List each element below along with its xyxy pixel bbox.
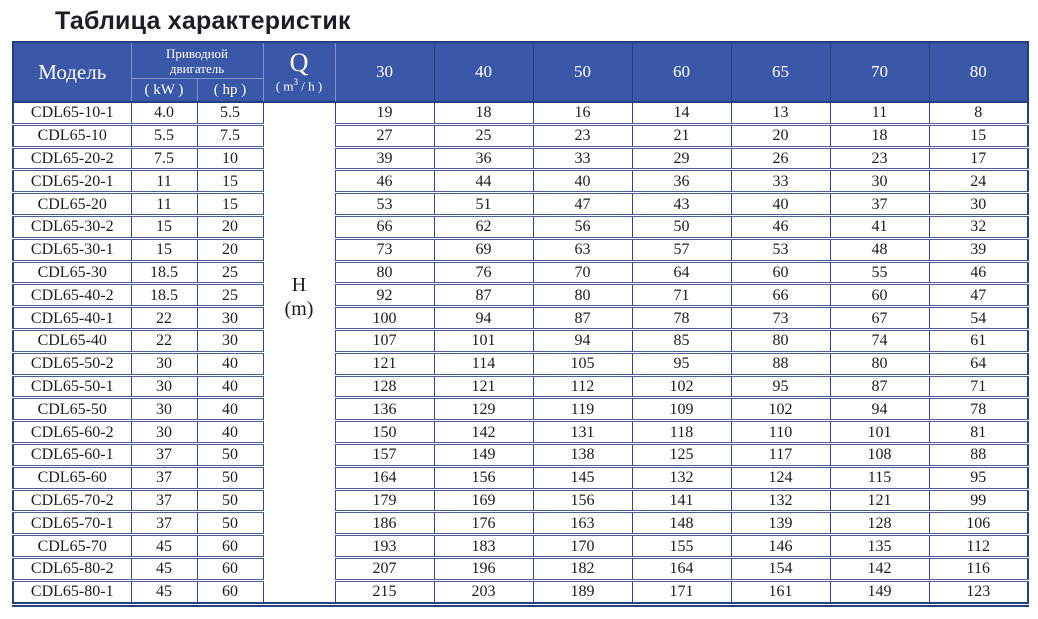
hp-cell: 15 — [197, 170, 263, 193]
hp-column-header: ( hp ) — [197, 79, 263, 103]
model-cell: CDL65-70-1 — [13, 512, 131, 535]
table-row — [13, 375, 1028, 398]
model-cell: CDL65-70-2 — [13, 489, 131, 512]
value-cell: 88 — [731, 352, 830, 375]
table-row — [13, 102, 1028, 124]
flow-column-header-60: 60 — [632, 42, 731, 102]
value-cell: 18 — [830, 124, 929, 147]
kw-cell: 45 — [131, 557, 197, 580]
value-cell: 170 — [533, 535, 632, 558]
table-row — [13, 580, 1028, 604]
value-cell: 24 — [929, 170, 1028, 193]
model-cell: CDL65-40-2 — [13, 284, 131, 307]
value-cell: 99 — [929, 489, 1028, 512]
hp-cell: 25 — [197, 261, 263, 284]
value-cell: 73 — [731, 307, 830, 330]
value-cell: 92 — [335, 284, 434, 307]
value-cell: 207 — [335, 557, 434, 580]
table-row — [13, 284, 1028, 307]
hp-cell: 60 — [197, 535, 263, 558]
value-cell: 100 — [335, 307, 434, 330]
hp-cell: 30 — [197, 329, 263, 352]
table-row — [13, 170, 1028, 193]
table-row — [13, 215, 1028, 238]
value-cell: 136 — [335, 398, 434, 421]
value-cell: 80 — [830, 352, 929, 375]
model-cell: CDL65-60-2 — [13, 421, 131, 444]
kw-cell: 37 — [131, 443, 197, 466]
value-cell: 125 — [632, 443, 731, 466]
value-cell: 189 — [533, 580, 632, 604]
value-cell: 47 — [533, 193, 632, 216]
value-cell: 128 — [830, 512, 929, 535]
table-row — [13, 307, 1028, 330]
value-cell: 179 — [335, 489, 434, 512]
hp-cell: 50 — [197, 466, 263, 489]
value-cell: 157 — [335, 443, 434, 466]
value-cell: 105 — [533, 352, 632, 375]
value-cell: 69 — [434, 238, 533, 261]
value-cell: 61 — [929, 329, 1028, 352]
table-row — [13, 557, 1028, 580]
value-cell: 25 — [434, 124, 533, 147]
value-cell: 39 — [929, 238, 1028, 261]
model-cell: CDL65-40 — [13, 329, 131, 352]
flow-column-header-50: 50 — [533, 42, 632, 102]
hp-cell: 5.5 — [197, 102, 263, 124]
value-cell: 141 — [632, 489, 731, 512]
value-cell: 94 — [830, 398, 929, 421]
hp-cell: 20 — [197, 215, 263, 238]
model-cell: CDL65-30-2 — [13, 215, 131, 238]
header-row-1 — [13, 42, 1028, 79]
value-cell: 171 — [632, 580, 731, 604]
value-cell: 54 — [929, 307, 1028, 330]
value-cell: 43 — [632, 193, 731, 216]
value-cell: 121 — [434, 375, 533, 398]
kw-cell: 37 — [131, 512, 197, 535]
model-cell: CDL65-30-1 — [13, 238, 131, 261]
value-cell: 57 — [632, 238, 731, 261]
value-cell: 55 — [830, 261, 929, 284]
value-cell: 36 — [434, 147, 533, 170]
value-cell: 138 — [533, 443, 632, 466]
table-row — [13, 489, 1028, 512]
value-cell: 20 — [731, 124, 830, 147]
value-cell: 142 — [434, 421, 533, 444]
kw-cell: 11 — [131, 170, 197, 193]
value-cell: 18 — [434, 102, 533, 124]
value-cell: 161 — [731, 580, 830, 604]
value-cell: 39 — [335, 147, 434, 170]
value-cell: 33 — [731, 170, 830, 193]
value-cell: 102 — [731, 398, 830, 421]
value-cell: 16 — [533, 102, 632, 124]
model-cell: CDL65-10 — [13, 124, 131, 147]
kw-cell: 30 — [131, 375, 197, 398]
table-row — [13, 535, 1028, 558]
value-cell: 115 — [830, 466, 929, 489]
value-cell: 41 — [830, 215, 929, 238]
table-row — [13, 261, 1028, 284]
value-cell: 62 — [434, 215, 533, 238]
value-cell: 132 — [731, 489, 830, 512]
model-cell: CDL65-50-2 — [13, 352, 131, 375]
value-cell: 14 — [632, 102, 731, 124]
kw-cell: 11 — [131, 193, 197, 216]
kw-cell: 7.5 — [131, 147, 197, 170]
kw-cell: 30 — [131, 421, 197, 444]
value-cell: 19 — [335, 102, 434, 124]
hp-cell: 20 — [197, 238, 263, 261]
hp-cell: 25 — [197, 284, 263, 307]
value-cell: 169 — [434, 489, 533, 512]
value-cell: 95 — [632, 352, 731, 375]
drive-motor-group-header — [131, 42, 263, 79]
flow-column-header-40: 40 — [434, 42, 533, 102]
value-cell: 108 — [830, 443, 929, 466]
value-cell: 106 — [929, 512, 1028, 535]
kw-cell: 22 — [131, 307, 197, 330]
value-cell: 109 — [632, 398, 731, 421]
model-cell: CDL65-20-1 — [13, 170, 131, 193]
table-row — [13, 238, 1028, 261]
value-cell: 176 — [434, 512, 533, 535]
value-cell: 128 — [335, 375, 434, 398]
value-cell: 26 — [731, 147, 830, 170]
value-cell: 186 — [335, 512, 434, 535]
value-cell: 64 — [929, 352, 1028, 375]
model-cell: CDL65-30 — [13, 261, 131, 284]
value-cell: 15 — [929, 124, 1028, 147]
value-cell: 107 — [335, 329, 434, 352]
value-cell: 118 — [632, 421, 731, 444]
value-cell: 88 — [929, 443, 1028, 466]
kw-cell: 22 — [131, 329, 197, 352]
value-cell: 102 — [632, 375, 731, 398]
value-cell: 63 — [533, 238, 632, 261]
value-cell: 66 — [731, 284, 830, 307]
value-cell: 51 — [434, 193, 533, 216]
value-cell: 8 — [929, 102, 1028, 124]
hp-cell: 60 — [197, 580, 263, 604]
value-cell: 135 — [830, 535, 929, 558]
value-cell: 71 — [632, 284, 731, 307]
table-row — [13, 193, 1028, 216]
value-cell: 154 — [731, 557, 830, 580]
value-cell: 40 — [731, 193, 830, 216]
flow-q-header — [263, 42, 335, 102]
kw-cell: 18.5 — [131, 261, 197, 284]
value-cell: 80 — [533, 284, 632, 307]
value-cell: 17 — [929, 147, 1028, 170]
head-meters-cell — [263, 102, 335, 604]
value-cell: 149 — [830, 580, 929, 604]
q-symbol: Q — [289, 47, 309, 77]
value-cell: 53 — [335, 193, 434, 216]
value-cell: 119 — [533, 398, 632, 421]
value-cell: 101 — [830, 421, 929, 444]
table-row — [13, 443, 1028, 466]
flow-column-header-30: 30 — [335, 42, 434, 102]
h-unit: (m) — [284, 298, 314, 321]
kw-cell: 15 — [131, 238, 197, 261]
value-cell: 81 — [929, 421, 1028, 444]
value-cell: 112 — [533, 375, 632, 398]
hp-cell: 60 — [197, 557, 263, 580]
model-cell: CDL65-20-2 — [13, 147, 131, 170]
value-cell: 114 — [434, 352, 533, 375]
kw-cell: 45 — [131, 580, 197, 604]
value-cell: 129 — [434, 398, 533, 421]
value-cell: 13 — [731, 102, 830, 124]
value-cell: 203 — [434, 580, 533, 604]
value-cell: 23 — [533, 124, 632, 147]
value-cell: 183 — [434, 535, 533, 558]
value-cell: 67 — [830, 307, 929, 330]
value-cell: 196 — [434, 557, 533, 580]
value-cell: 110 — [731, 421, 830, 444]
value-cell: 148 — [632, 512, 731, 535]
value-cell: 46 — [929, 261, 1028, 284]
model-column-header: Модель — [13, 42, 131, 102]
model-cell: CDL65-80-1 — [13, 580, 131, 604]
model-cell: CDL65-60-1 — [13, 443, 131, 466]
value-cell: 80 — [731, 329, 830, 352]
flow-column-header-80: 80 — [929, 42, 1028, 102]
hp-cell: 50 — [197, 489, 263, 512]
value-cell: 150 — [335, 421, 434, 444]
table-row — [13, 512, 1028, 535]
kw-column-header: ( kW ) — [131, 79, 197, 103]
drive-motor-line2: двигатель — [169, 60, 225, 76]
kw-cell: 15 — [131, 215, 197, 238]
kw-cell: 37 — [131, 466, 197, 489]
table-row — [13, 466, 1028, 489]
value-cell: 33 — [533, 147, 632, 170]
kw-cell: 4.0 — [131, 102, 197, 124]
value-cell: 74 — [830, 329, 929, 352]
value-cell: 87 — [434, 284, 533, 307]
value-cell: 124 — [731, 466, 830, 489]
value-cell: 32 — [929, 215, 1028, 238]
value-cell: 145 — [533, 466, 632, 489]
value-cell: 30 — [929, 193, 1028, 216]
characteristics-table — [12, 41, 1029, 607]
value-cell: 87 — [533, 307, 632, 330]
model-cell: CDL65-60 — [13, 466, 131, 489]
drive-motor-line1: Приводной — [165, 45, 229, 61]
kw-cell: 37 — [131, 489, 197, 512]
hp-cell: 40 — [197, 421, 263, 444]
value-cell: 164 — [335, 466, 434, 489]
flow-column-header-70: 70 — [830, 42, 929, 102]
table-row — [13, 329, 1028, 352]
value-cell: 46 — [731, 215, 830, 238]
hp-cell: 50 — [197, 443, 263, 466]
value-cell: 48 — [830, 238, 929, 261]
model-cell: CDL65-40-1 — [13, 307, 131, 330]
value-cell: 53 — [731, 238, 830, 261]
value-cell: 94 — [533, 329, 632, 352]
table-row — [13, 352, 1028, 375]
table-row — [13, 398, 1028, 421]
value-cell: 112 — [929, 535, 1028, 558]
value-cell: 46 — [335, 170, 434, 193]
hp-cell: 15 — [197, 193, 263, 216]
table-header — [13, 42, 1028, 102]
value-cell: 85 — [632, 329, 731, 352]
kw-cell: 18.5 — [131, 284, 197, 307]
value-cell: 40 — [533, 170, 632, 193]
value-cell: 149 — [434, 443, 533, 466]
value-cell: 182 — [533, 557, 632, 580]
value-cell: 78 — [632, 307, 731, 330]
value-cell: 156 — [533, 489, 632, 512]
value-cell: 94 — [434, 307, 533, 330]
value-cell: 78 — [929, 398, 1028, 421]
model-cell: CDL65-50-1 — [13, 375, 131, 398]
kw-cell: 5.5 — [131, 124, 197, 147]
value-cell: 71 — [929, 375, 1028, 398]
hp-cell: 40 — [197, 352, 263, 375]
value-cell: 73 — [335, 238, 434, 261]
value-cell: 116 — [929, 557, 1028, 580]
hp-cell: 10 — [197, 147, 263, 170]
value-cell: 193 — [335, 535, 434, 558]
value-cell: 131 — [533, 421, 632, 444]
table-row — [13, 421, 1028, 444]
table-row — [13, 147, 1028, 170]
value-cell: 50 — [632, 215, 731, 238]
value-cell: 27 — [335, 124, 434, 147]
value-cell: 156 — [434, 466, 533, 489]
value-cell: 215 — [335, 580, 434, 604]
value-cell: 21 — [632, 124, 731, 147]
hp-cell: 50 — [197, 512, 263, 535]
kw-cell: 45 — [131, 535, 197, 558]
value-cell: 132 — [632, 466, 731, 489]
value-cell: 101 — [434, 329, 533, 352]
hp-cell: 40 — [197, 375, 263, 398]
table-body — [13, 102, 1028, 604]
page-title: Таблица характеристик — [55, 7, 351, 35]
value-cell: 95 — [929, 466, 1028, 489]
value-cell: 70 — [533, 261, 632, 284]
value-cell: 121 — [830, 489, 929, 512]
value-cell: 44 — [434, 170, 533, 193]
table-row — [13, 124, 1028, 147]
value-cell: 23 — [830, 147, 929, 170]
value-cell: 87 — [830, 375, 929, 398]
value-cell: 95 — [731, 375, 830, 398]
value-cell: 155 — [632, 535, 731, 558]
model-cell: CDL65-10-1 — [13, 102, 131, 124]
value-cell: 80 — [335, 261, 434, 284]
model-cell: CDL65-80-2 — [13, 557, 131, 580]
value-cell: 76 — [434, 261, 533, 284]
hp-cell: 40 — [197, 398, 263, 421]
value-cell: 117 — [731, 443, 830, 466]
value-cell: 56 — [533, 215, 632, 238]
value-cell: 60 — [830, 284, 929, 307]
value-cell: 163 — [533, 512, 632, 535]
h-symbol: H — [291, 274, 307, 297]
value-cell: 47 — [929, 284, 1028, 307]
kw-cell: 30 — [131, 352, 197, 375]
value-cell: 37 — [830, 193, 929, 216]
value-cell: 64 — [632, 261, 731, 284]
value-cell: 146 — [731, 535, 830, 558]
value-cell: 164 — [632, 557, 731, 580]
value-cell: 139 — [731, 512, 830, 535]
hp-cell: 30 — [197, 307, 263, 330]
hp-cell: 7.5 — [197, 124, 263, 147]
value-cell: 30 — [830, 170, 929, 193]
value-cell: 142 — [830, 557, 929, 580]
value-cell: 60 — [731, 261, 830, 284]
value-cell: 123 — [929, 580, 1028, 604]
q-unit: ( $m^3$ / h ) — [275, 76, 323, 94]
value-cell: 121 — [335, 352, 434, 375]
flow-column-header-65: 65 — [731, 42, 830, 102]
model-cell: CDL65-20 — [13, 193, 131, 216]
value-cell: 36 — [632, 170, 731, 193]
value-cell: 11 — [830, 102, 929, 124]
model-cell: CDL65-70 — [13, 535, 131, 558]
value-cell: 29 — [632, 147, 731, 170]
kw-cell: 30 — [131, 398, 197, 421]
value-cell: 66 — [335, 215, 434, 238]
model-cell: CDL65-50 — [13, 398, 131, 421]
